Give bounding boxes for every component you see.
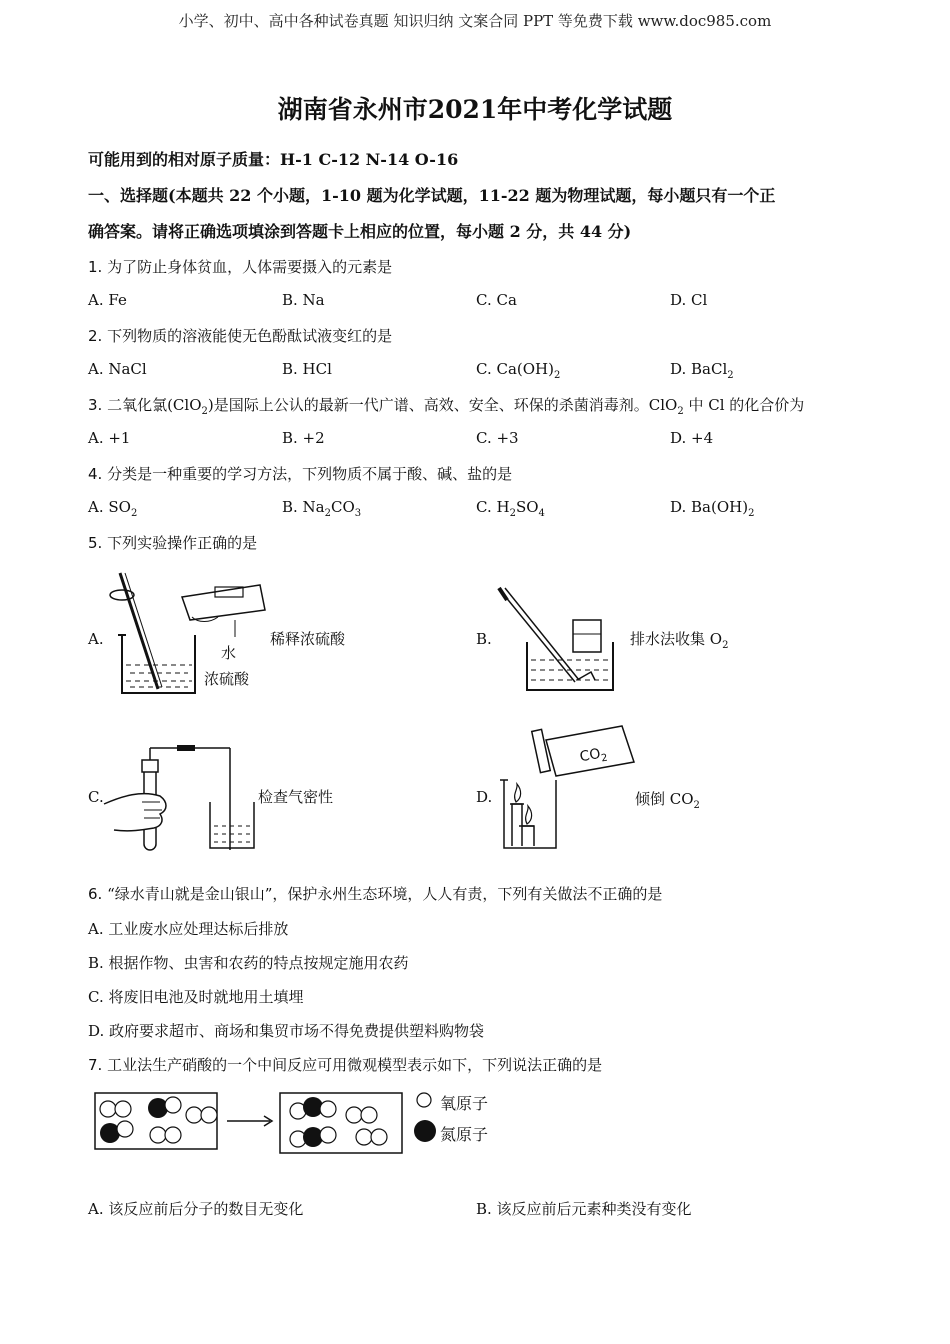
q5-a-water-label: 水 (221, 644, 237, 662)
caption-text: 排水法收集 O (630, 630, 723, 648)
question-3 (88, 394, 804, 417)
subscript: 2 (722, 640, 729, 651)
subscript: 2 (324, 508, 332, 519)
q6-option-c: C. 将废旧电池及时就地用土填埋 (88, 988, 304, 1006)
subscript: 2 (201, 406, 208, 417)
q4-option-c (476, 498, 545, 519)
q2-option-c (476, 360, 560, 381)
page-header: 小学、初中、高中各种试卷真题 知识归纳 文案合同 PPT 等免费下载 www.doc985.com (178, 12, 772, 30)
caption-text: 倾倒 CO (635, 790, 694, 808)
question-text: 工业法生产硝酸的一个中间反应可用微观模型表示如下，下列说法正确的是 (102, 1056, 603, 1074)
q5-d-caption (635, 788, 700, 811)
question-number: 6. (88, 885, 103, 903)
q6-option-a: A. 工业废水应处理达标后排放 (88, 920, 289, 938)
q5-c-caption: 检查气密性 (258, 788, 334, 806)
subscript: 2 (748, 508, 755, 519)
q7-option-b: B. 该反应前后元素种类没有变化 (476, 1200, 692, 1218)
question-number: 7. (88, 1056, 103, 1074)
atomic-mass-line: 可能用到的相对原子质量：H-1 C-12 N-14 O-16 (88, 150, 459, 169)
question-5 (88, 532, 257, 553)
subscript: 2 (509, 508, 516, 519)
question-number: 1. (88, 258, 103, 276)
question-text: 中 Cl 的化合价为 (683, 396, 805, 414)
q1-option-a: A. Fe (88, 291, 127, 309)
q7-legend-oxygen: 氧原子 (440, 1094, 489, 1113)
question-text: 分类是一种重要的学习方法，下列物质不属于酸、碱、盐的是 (102, 465, 513, 483)
subscript: 2 (130, 508, 138, 519)
q7-legend-nitrogen: 氮原子 (440, 1125, 489, 1144)
option-text: C. Ca(OH) (476, 360, 554, 378)
question-7 (88, 1054, 602, 1075)
question-text: )是国际上公认的最新一代广谱、高效、安全、环保的杀菌消毒剂。ClO (207, 396, 678, 414)
question-number: 5. (88, 534, 103, 552)
q1-option-c: C. Ca (476, 291, 517, 309)
question-1 (88, 256, 392, 277)
question-number: 4. (88, 465, 103, 483)
subscript: 2 (600, 752, 609, 765)
q4-option-d (670, 498, 754, 519)
q2-option-b: B. HCl (282, 360, 332, 378)
subscript: 2 (677, 406, 684, 417)
option-text: SO (515, 498, 539, 516)
q5-option-d-letter: D. (476, 788, 493, 806)
q5-a-diagram (100, 565, 280, 695)
q5-a-acid-label: 浓硫酸 (204, 670, 250, 688)
option-text: B. Na (282, 498, 325, 516)
q2-option-a: A. NaCl (88, 360, 147, 378)
subscript: 2 (727, 370, 734, 381)
question-text: 下列实验操作正确的是 (102, 534, 258, 552)
q2-option-d (670, 360, 734, 381)
question-text: 下列物质的溶液能使无色酚酞试液变红的是 (102, 327, 393, 345)
question-number: 2. (88, 327, 103, 345)
q3-option-b: B. +2 (282, 429, 325, 447)
q7-option-a: A. 该反应前后分子的数目无变化 (88, 1200, 304, 1218)
bottle-text: CO (578, 745, 602, 766)
q4-option-a (88, 498, 137, 519)
option-text: D. BaCl (670, 360, 728, 378)
q1-option-d: D. Cl (670, 291, 708, 309)
question-2 (88, 325, 392, 346)
q4-option-b (282, 498, 361, 519)
option-text: A. SO (88, 498, 131, 516)
q5-d-diagram (494, 722, 654, 857)
subscript: 3 (354, 508, 362, 519)
q6-option-b: B. 根据作物、虫害和农药的特点按规定施用农药 (88, 954, 409, 972)
q5-a-caption: 稀释浓硫酸 (270, 630, 346, 648)
subscript: 2 (693, 800, 700, 811)
section-heading-line2: 确答案。请将正确选项填涂到答题卡上相应的位置，每小题 2 分，共 44 分) (88, 222, 632, 241)
question-text: 二氧化氯(ClO (102, 396, 202, 414)
subscript: 2 (553, 370, 561, 381)
option-text: C. H (476, 498, 510, 516)
q3-option-d: D. +4 (670, 429, 714, 447)
subscript: 4 (538, 508, 545, 519)
question-text: 为了防止身体贫血，人体需要摄入的元素是 (102, 258, 393, 276)
q5-option-b-letter: B. (476, 630, 492, 648)
question-4 (88, 463, 512, 484)
question-number: 3. (88, 396, 103, 414)
q5-b-diagram (495, 582, 625, 692)
q5-c-diagram (102, 740, 262, 855)
question-text: “绿水青山就是金山银山”，保护永州生态环境，人人有责，下列有关做法不正确的是 (102, 885, 663, 903)
q5-b-caption (630, 628, 728, 651)
q6-option-d: D. 政府要求超市、商场和集贸市场不得免费提供塑料购物袋 (88, 1022, 485, 1040)
q5-option-a-letter: A. (88, 630, 104, 648)
q1-option-b: B. Na (282, 291, 325, 309)
question-6 (88, 883, 662, 904)
q5-option-c-letter: C. (88, 788, 104, 806)
page-title: 湖南省永州市2021年中考化学试题 (277, 95, 673, 124)
section-heading-line1: 一、选择题(本题共 22 个小题，1-10 题为化学试题，11-22 题为物理试题，每小题只有一个正 (88, 186, 776, 205)
q3-option-a: A. +1 (88, 429, 131, 447)
option-text: D. Ba(OH) (670, 498, 749, 516)
option-text: CO (331, 498, 355, 516)
q3-option-c: C. +3 (476, 429, 519, 447)
